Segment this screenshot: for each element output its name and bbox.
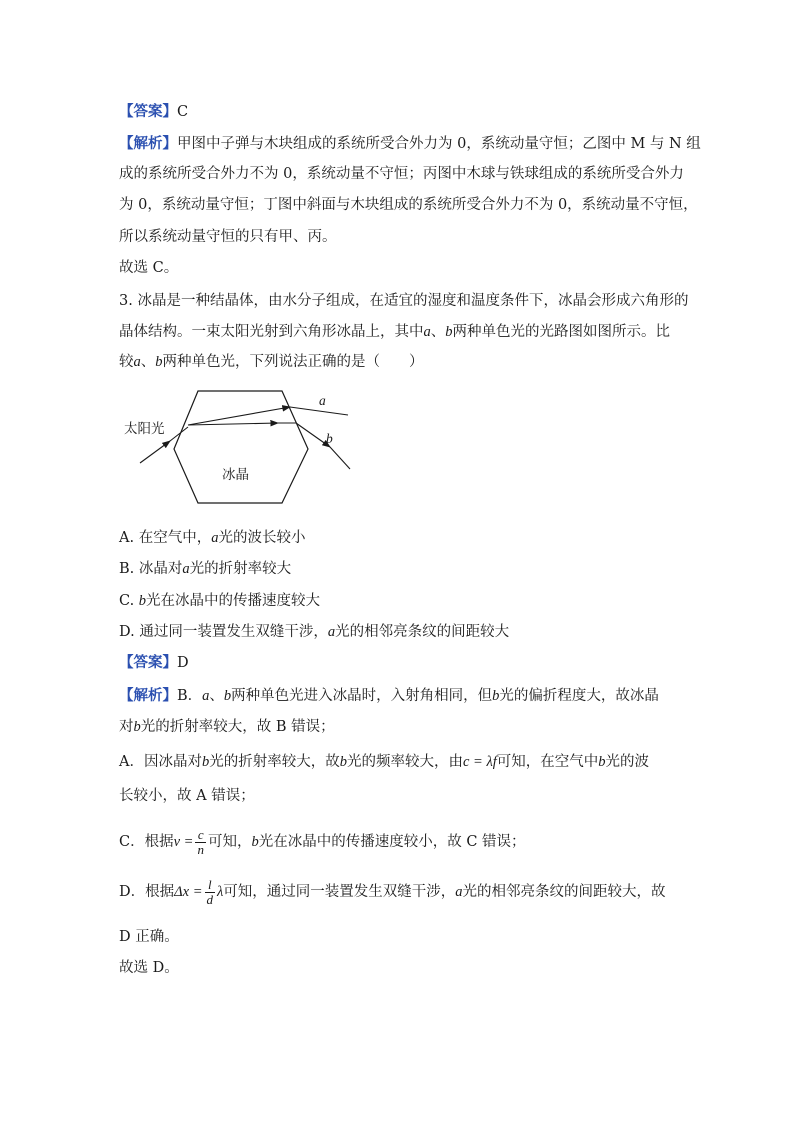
option-d: D. 通过同一装置发生双缝干涉，a光的相邻亮条纹的间距较大 — [119, 624, 510, 640]
q2-analysis-line — [119, 134, 701, 154]
ray-a-inside — [188, 407, 290, 425]
q3-analysis-d: D．根据Δx = $\frac{l}{d}$ λ可知，通过同一装置发生双缝干涉，a光的相邻亮条纹的间距较大，故 — [119, 876, 666, 907]
answer-tag: 【答案】 — [119, 654, 177, 671]
formula-c-lambda-f: c = λf — [462, 754, 497, 770]
ray-b-inside — [188, 423, 278, 425]
q2-analysis-line: 所以系统动量守恒的只有甲、丙。 — [119, 229, 337, 245]
label-ray-a: a — [319, 393, 326, 408]
label-ray-b: b — [326, 431, 333, 446]
q3-analysis-b: 对b光的折射率较大，故 B 错误； — [119, 719, 335, 735]
q2-answer — [119, 102, 188, 122]
option-c: C. b光在冰晶中的传播速度较大 — [119, 593, 321, 609]
option-b: B. 冰晶对a光的折射率较大 — [119, 561, 292, 577]
answer-value: C — [177, 104, 189, 120]
q3-analysis-d: D 正确。 — [119, 929, 179, 945]
q3-analysis-b: 【解析】B．a、b两种单色光进入冰晶时，入射角相同，但b光的偏折程度大，故冰晶 — [119, 687, 659, 704]
q2-analysis-line: 成的系统所受合外力不为 0，系统动量不守恒；丙图中木球与铁球组成的系统所受合外力 — [119, 166, 684, 182]
q3-stem-line: 3. 冰晶是一种结晶体，由水分子组成，在适宜的湿度和温度条件下，冰晶会形成六角形的 — [119, 293, 689, 309]
q3-analysis-a: A．因冰晶对b光的折射率较大，故b光的频率较大，由c = λf可知，在空气中b光的波 — [119, 754, 650, 770]
label-sunlight: 太阳光 — [124, 421, 165, 437]
q3-conclusion: 故选 D。 — [119, 960, 179, 976]
q3-stem-line: 晶体结构。一束太阳光射到六角形冰晶上，其中a、b两种单色光的光路图如图所示。比 — [119, 324, 670, 340]
analysis-tag: 【解析】 — [119, 135, 177, 152]
answer-tag: 【答案】 — [119, 103, 177, 120]
fraction-l-over-d: $\frac{l}{d}$ — [206, 876, 213, 907]
q2-analysis-line: 为 0，系统动量守恒；丁图中斜面与木块组成的系统所受合外力不为 0，系统动量不守恒， — [119, 197, 698, 213]
ice-crystal-figure — [124, 385, 358, 505]
analysis-text: 甲图中子弹与木块组成的系统所受合外力为 0，系统动量守恒；乙图中 M 与 N 组 — [177, 136, 701, 152]
q3-stem-line: 较a、b两种单色光，下列说法正确的是（ ） — [119, 354, 424, 370]
fraction-c-over-n: $\frac{c}{n}$ — [197, 826, 204, 857]
answer-value: D — [177, 655, 189, 671]
q3-analysis-c: C．根据v = $\frac{c}{n}$ 可知，b光在冰晶中的传播速度较小，故 C 错误； — [119, 826, 526, 857]
q3-analysis-a: 长较小，故 A 错误； — [119, 788, 255, 804]
incident-ray — [140, 441, 170, 463]
label-crystal: 冰晶 — [222, 467, 249, 483]
option-a: A. 在空气中，a光的波长较小 — [119, 530, 306, 546]
q3-answer — [119, 653, 189, 673]
q2-conclusion: 故选 C。 — [119, 260, 179, 276]
